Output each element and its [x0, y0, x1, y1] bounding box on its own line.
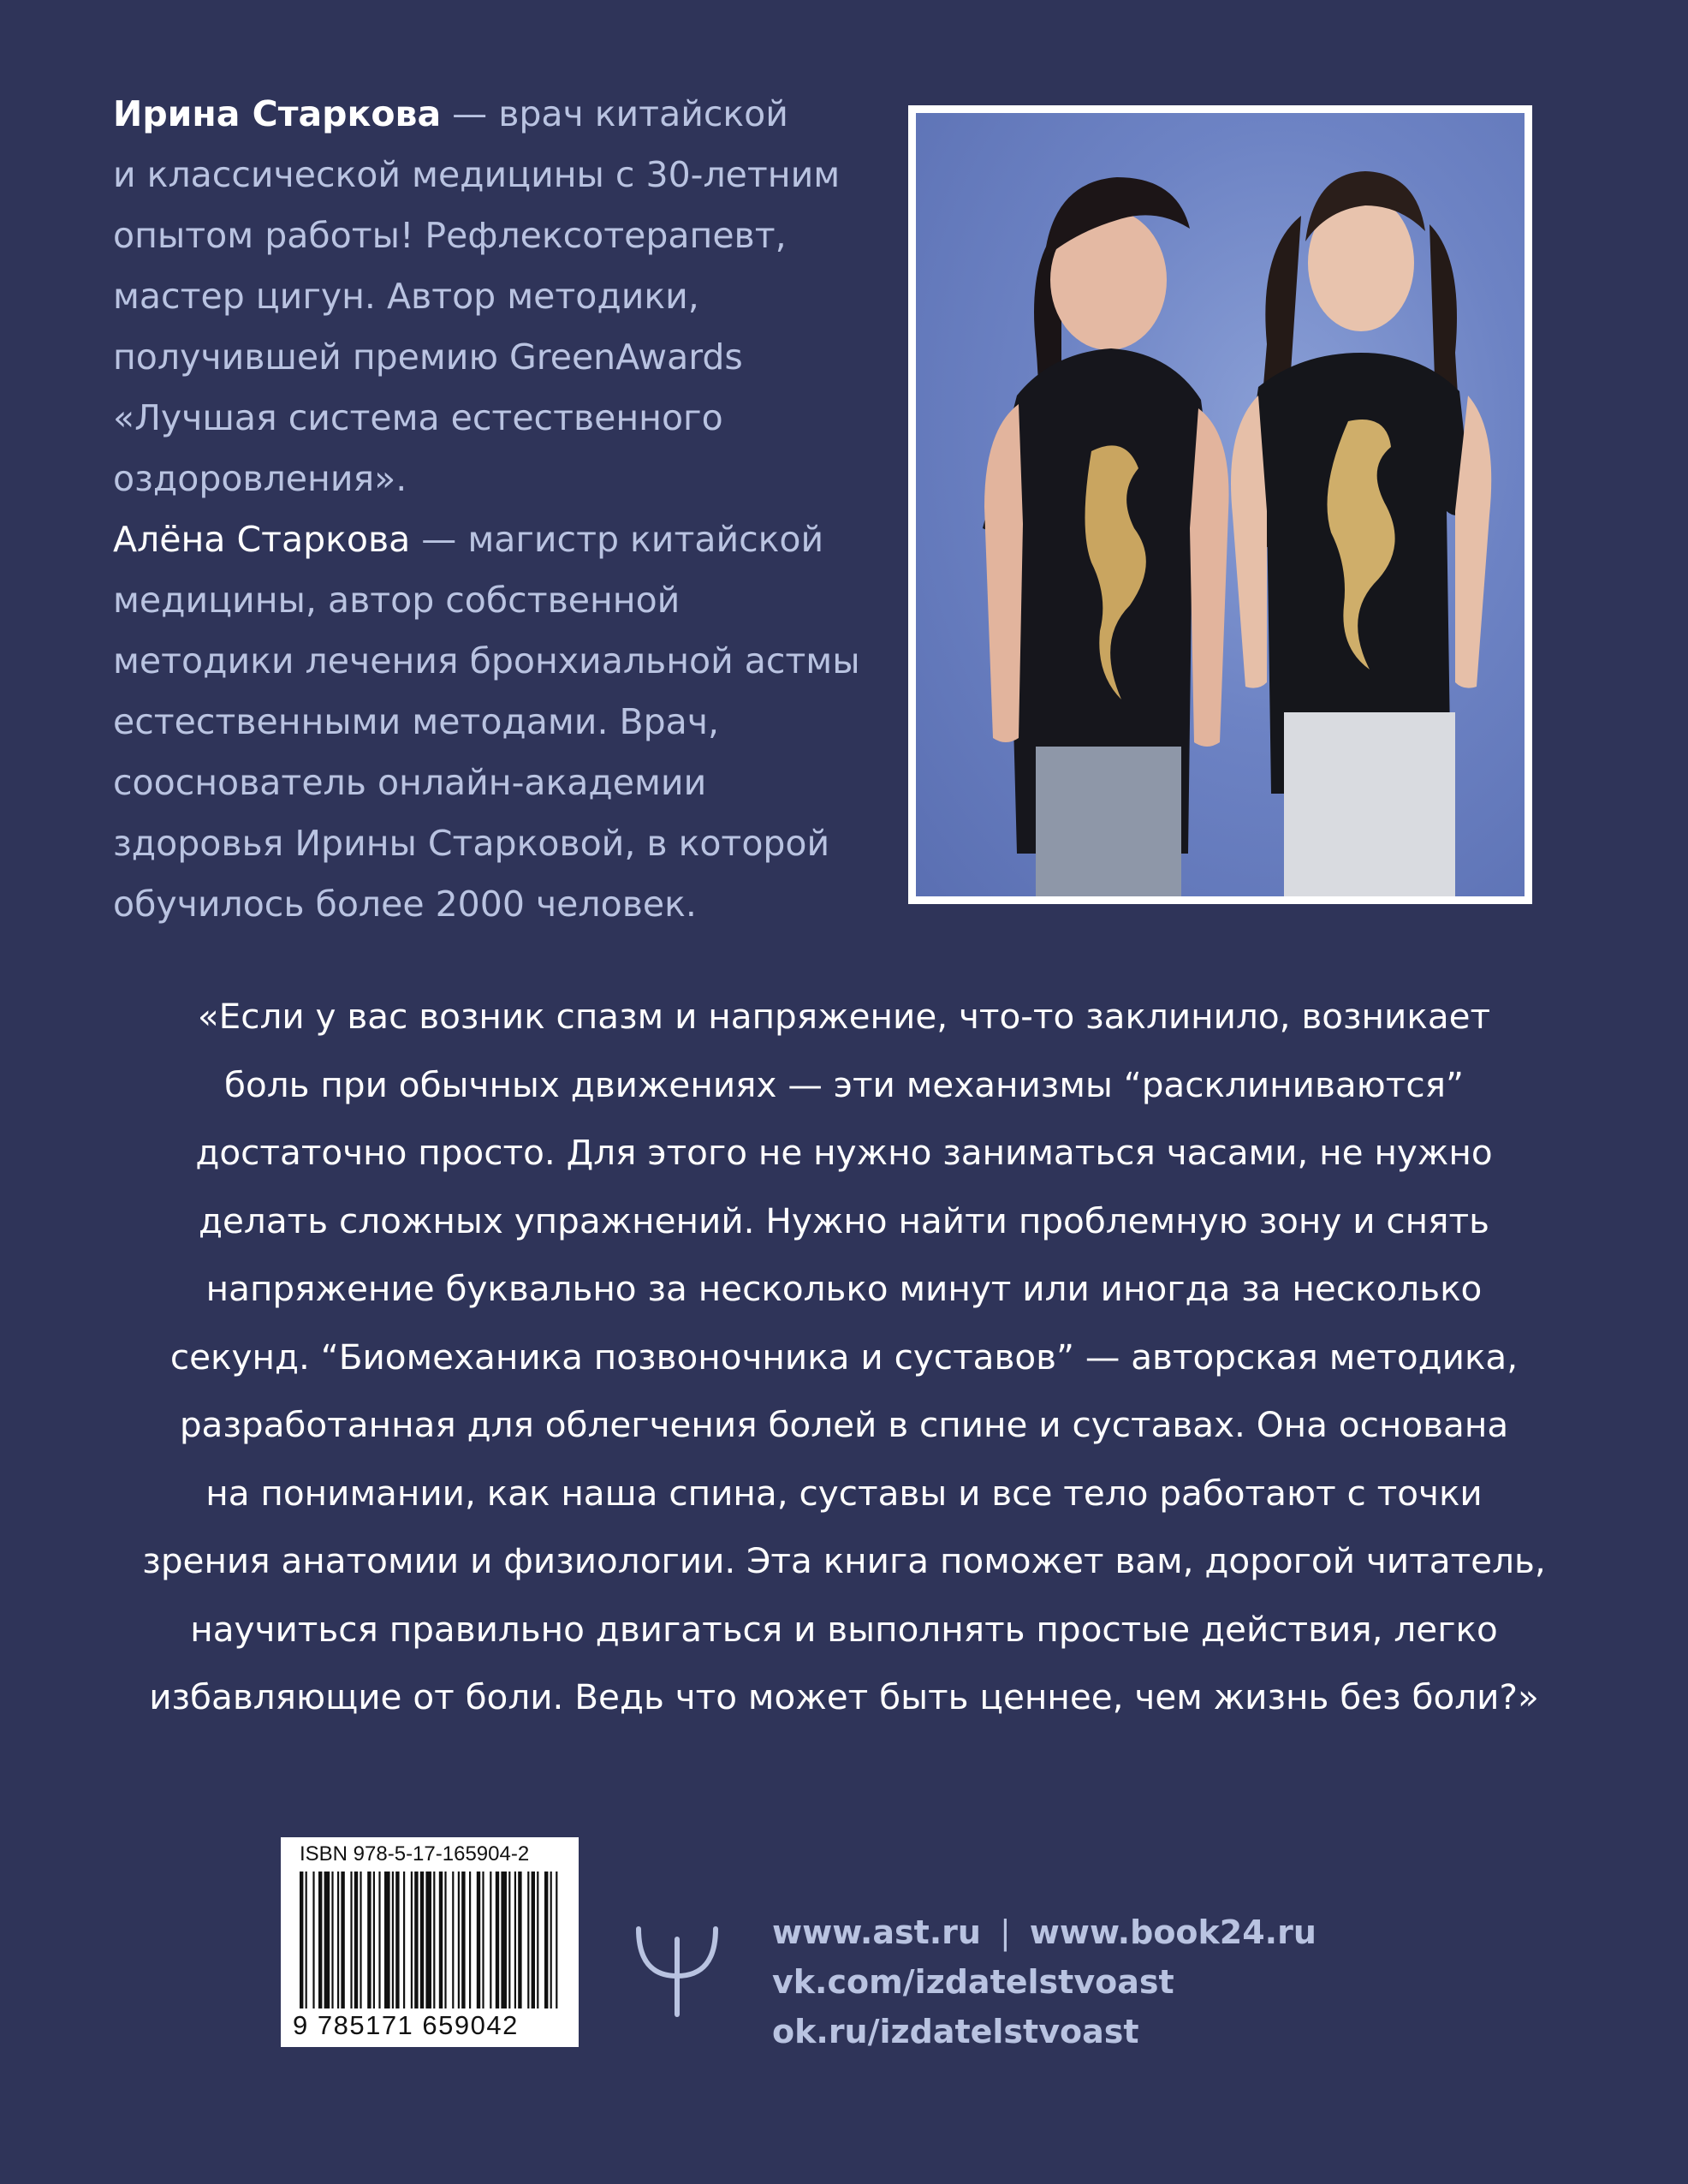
isbn-digits: 9 785171 659042 [293, 2010, 519, 2040]
bio-line: медицины, автор собственной [113, 580, 681, 621]
bio-line: здоровья Ирины Старковой, в которой [113, 823, 830, 864]
barcode-bar [518, 1872, 521, 2008]
quote-line: зрения анатомии и физиологии. Эта книга поможет вам, дорогой читатель, [142, 1540, 1546, 1581]
barcode-bar [461, 1872, 465, 2008]
quote-line: делать сложных упражнений. Нужно найти проблемную зону и снять [199, 1199, 1489, 1241]
barcode-bar [403, 1872, 405, 2008]
barcode-bar [354, 1872, 358, 2008]
author-photo [916, 113, 1525, 896]
barcode-bar [508, 1872, 510, 2008]
barcode-bar [490, 1872, 491, 2008]
bio-text: — врач китайской [441, 93, 788, 134]
barcode-bar [496, 1872, 499, 2008]
barcode-bar [331, 1872, 333, 2008]
bio-line: получившей премию GreenAwards [113, 336, 743, 378]
psi-logo-icon [630, 1922, 724, 2020]
isbn-barcode [281, 1837, 579, 2047]
barcode-bar [341, 1872, 344, 2008]
bio-line: «Лучшая система естественного [113, 397, 723, 438]
barcode-bar [306, 1872, 307, 2008]
barcode-bar [544, 1872, 548, 2008]
barcode-bar [350, 1872, 352, 2008]
bio-line: и классической медицины с 30-летним [113, 154, 841, 195]
barcode-bar [392, 1872, 394, 2008]
bio-line: естественными методами. Врач, [113, 701, 720, 742]
quote-line: разработанная для облегчения болей в спине и суставах. Она основана [179, 1404, 1509, 1445]
barcode-bar [312, 1872, 314, 2008]
link-ast[interactable]: www.ast.ru [772, 1913, 981, 1951]
bio-line: сооснователь онлайн-академии [113, 762, 707, 803]
isbn-label: ISBN 978-5-17-165904-2 [300, 1842, 530, 1866]
barcode-bar [337, 1872, 339, 2008]
quote-line: секунд. “Биомеханика позвоночника и суставов” — авторская методика, [169, 1336, 1519, 1378]
link-book24[interactable]: www.book24.ru [1029, 1913, 1317, 1951]
quote-line: избавляющие от боли. Ведь что может быть ценнее, чем жизнь без боли?» [149, 1676, 1539, 1717]
barcode-bar [439, 1872, 443, 2008]
barcode-bar [384, 1872, 390, 2008]
bio-line: мастер цигун. Автор методики, [113, 276, 699, 317]
barcode-bar [482, 1872, 484, 2008]
barcode-bar [324, 1872, 330, 2008]
bio-line: обучилось более 2000 человек. [113, 884, 697, 925]
link-ok[interactable]: ok.ru/izdatelstvoast [772, 2013, 1139, 2050]
barcode-bar [537, 1872, 538, 2008]
barcode-bar [425, 1872, 431, 2008]
barcode-bar [373, 1872, 375, 2008]
author-name-alena: Алёна Старкова [113, 519, 411, 560]
quote-line: напряжение буквально за несколько минут или иногда за несколько [205, 1268, 1483, 1309]
book-quote [111, 983, 1577, 1732]
authors-illustration [916, 113, 1525, 896]
barcode-bar [527, 1872, 529, 2008]
barcode-bar [514, 1872, 516, 2008]
author-bio [113, 84, 900, 935]
bio-line: опытом работы! Рефлексотерапевт, [113, 215, 787, 256]
link-vk[interactable]: vk.com/izdatelstvoast [772, 1963, 1174, 2001]
barcode-bar [318, 1872, 322, 2008]
quote-line: «Если у вас возник спазм и напряжение, что-то заклинило, возникает [197, 996, 1491, 1037]
links-row-sites [772, 1907, 1317, 1957]
bio-line [113, 84, 900, 145]
bio-text: — магистр китайской [410, 519, 824, 560]
links-separator: | [999, 1913, 1011, 1951]
barcode-bar [414, 1872, 418, 2008]
barcode-bar [550, 1872, 552, 2008]
author-name-irina: Ирина Старкова [113, 93, 442, 134]
quote-line: научиться правильно двигаться и выполнять простые действия, легко [190, 1608, 1498, 1650]
publisher-links [772, 1907, 1317, 2056]
quote-line: достаточно просто. Для этого не нужно заниматься часами, не нужно [195, 1132, 1493, 1173]
barcode-bar [501, 1872, 507, 2008]
barcode-bars [296, 1872, 563, 2008]
barcode-bar [360, 1872, 361, 2008]
quote-line: боль при обычных движениях — эти механизмы “расклиниваются” [224, 1063, 1464, 1105]
barcode-bar [433, 1872, 435, 2008]
barcode-bar [469, 1872, 471, 2008]
barcode-bar [378, 1872, 380, 2008]
bio-line: оздоровления». [113, 458, 407, 499]
barcode-bar [458, 1872, 460, 2008]
barcode-bar [452, 1872, 454, 2008]
barcode-bar [444, 1872, 446, 2008]
author-photo-frame [908, 105, 1532, 904]
barcode-bar [411, 1872, 413, 2008]
quote-line: на понимании, как наша спина, суставы и все тело работают с точки [205, 1472, 1483, 1514]
barcode-bar [420, 1872, 424, 2008]
bio-line: методики лечения бронхиальной астмы [113, 640, 860, 681]
barcode-bar [532, 1872, 535, 2008]
barcode-bar [300, 1872, 303, 2008]
barcode-bar [395, 1872, 399, 2008]
barcode-bar [556, 1872, 557, 2008]
bio-line [113, 509, 900, 570]
barcode-bar [367, 1872, 371, 2008]
barcode-bar [477, 1872, 480, 2008]
